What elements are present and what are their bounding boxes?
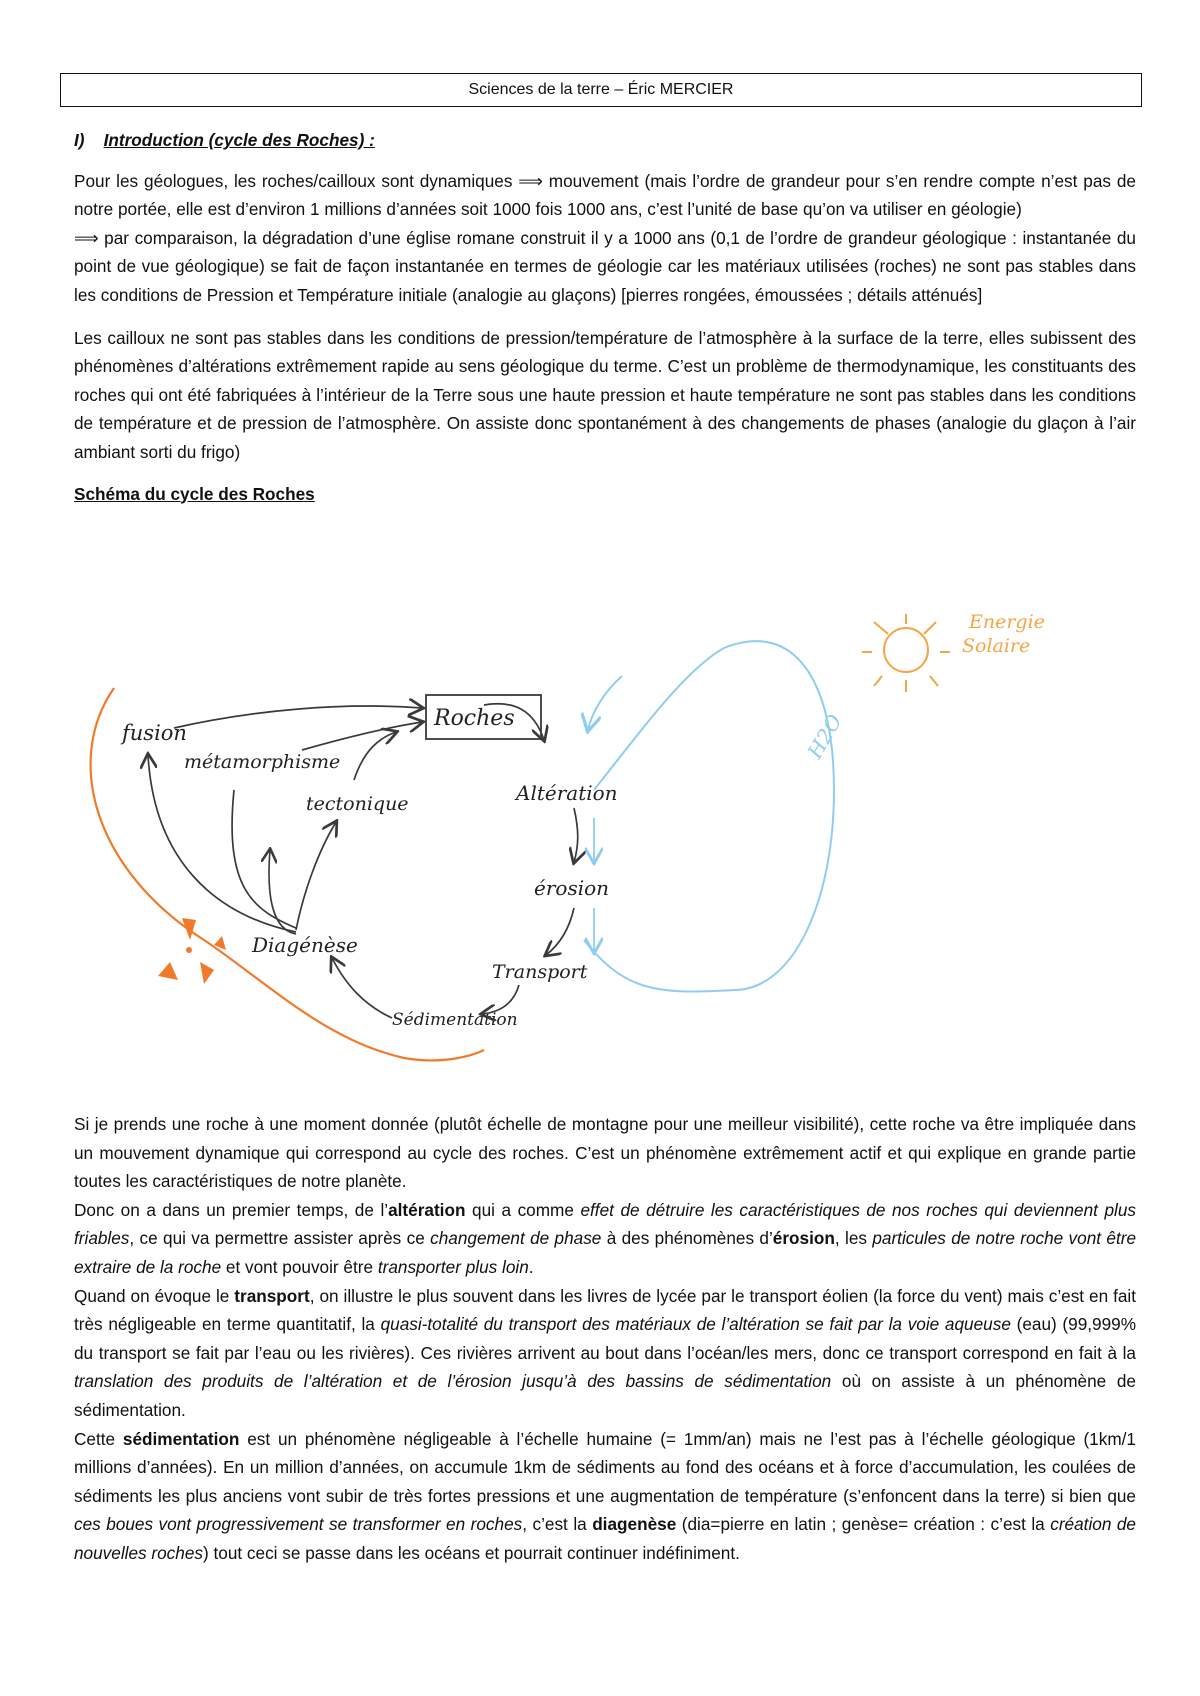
arrow-erosion-transport <box>546 908 574 955</box>
label-sedimentation: Sédimentation <box>392 1010 518 1030</box>
arrow-diagenese-metamorphisme <box>232 790 296 928</box>
term-sedimentation: sédimentation <box>122 1428 240 1449</box>
header-title: Sciences de la terre – Éric MERCIER <box>468 81 734 98</box>
term-erosion: érosion <box>772 1228 835 1249</box>
label-energie: Energie <box>969 611 1045 633</box>
text-run: et vont pouvoir être <box>221 1256 378 1277</box>
emphasis: particules de notre roche vont être extraire de la roche <box>74 1228 1137 1277</box>
text-run: . <box>528 1256 534 1277</box>
arrow-tectonique-roches <box>354 732 396 780</box>
label-solaire: Solaire <box>962 635 1031 657</box>
emphasis: changement de phase <box>430 1228 602 1249</box>
label-fusion: fusion <box>122 721 187 745</box>
arrow-fusion-roches <box>174 706 422 728</box>
emphasis: création de nouvelles roches <box>74 1514 1136 1563</box>
label-erosion: érosion <box>534 876 610 900</box>
emphasis: transporter plus loin <box>377 1256 529 1277</box>
text-run: où on assiste à un phénomène de sédimentation. <box>74 1371 1136 1420</box>
radioactivity-icon <box>158 918 214 984</box>
paragraph-2: Les cailloux ne sont pas stables dans les conditions de pression/température de l’atmosphère à la surface de la terre, elles subissent des phénomènes d’altérations extrêmement rapide au sens géologique du terme. C’est un problème de thermodynamique, les constituants des roches qui ont été fabriquées à l’intérieur de la Terre sous une haute pression et haute température ne sont pas stables dans les conditions de température et de pression de l’atmosphère. On assiste donc spontanément à des changements de phases (analogie du glaçon à l’air ambiant sorti du frigo) <box>74 327 1136 462</box>
text-run: Quand on évoque le <box>74 1285 235 1306</box>
text-run: (eau) (99,999% du transport se fait par l’eau ou les rivières). Ces rivières arrivent au bout dans l’océan/les mers, donc ce transport correspond en fait à la <box>74 1314 1137 1363</box>
arrow-metamorphisme-roches <box>302 722 422 750</box>
text-run: , les <box>834 1228 873 1249</box>
text-run: , on illustre le plus souvent dans les livres de lycée par le transport éolien (la force du vent) mais c’est en fait très négligeable en terme quantitatif, la <box>74 1285 1137 1335</box>
paragraph-3c <box>74 1282 1136 1425</box>
term-alteration: altération <box>388 1199 466 1220</box>
emphasis: quasi-totalité du transport des matériaux de l’altération se fait par la voie aqueuse <box>380 1314 1011 1335</box>
schema-title: Schéma du cycle des Roches <box>74 483 315 504</box>
emphasis: effet de détruire les caractéristiques de nos roches qui deviennent plus friables <box>74 1199 1136 1249</box>
label-roches: Roches <box>434 706 515 731</box>
rock-cycle-diagram <box>74 611 1136 1100</box>
text-run: , ce qui va permettre assister après ce <box>129 1228 431 1249</box>
paragraph-1b: ⟹ par comparaison, la dégradation d’une église romane construit il y a 1000 ans (0,1 de l’ordre de grandeur géologique : instantanée du point de vue géologique) se fait de façon instantanée en termes de géologie car les matériaux utilisées (roches) ne sont pas stables dans les conditions de Pression et Température initiale (analogie au glaçons) [pierres rongées, émoussées ; détails atténués] <box>74 227 1136 305</box>
rock-cycle-svg <box>74 611 1136 1100</box>
arrow-alteration-erosion <box>574 808 578 862</box>
text-run: qui a comme <box>465 1199 581 1220</box>
label-alteration: Altération <box>516 781 618 805</box>
label-metamorphisme: métamorphisme <box>184 751 341 773</box>
text-run: ) tout ceci se passe dans les océans et pourrait continuer indéfiniment. <box>202 1542 740 1563</box>
section-title-text: Introduction (cycle des Roches) : <box>103 130 375 150</box>
label-diagenese: Diagénèse <box>252 933 358 957</box>
sun-icon <box>862 614 950 692</box>
emphasis: ces boues vont progressivement se transformer en roches <box>74 1514 523 1535</box>
arrow-diagenese-tectonique <box>296 822 336 930</box>
text-run: Donc on a dans un premier temps, de l’ <box>74 1199 389 1220</box>
arrow-diagenese-fusion <box>148 755 296 932</box>
label-transport: Transport <box>492 961 588 983</box>
term-transport: transport <box>234 1285 310 1306</box>
section-title <box>74 126 1136 155</box>
term-diagenese: diagenèse <box>592 1514 677 1535</box>
text-run: Cette <box>74 1428 123 1449</box>
paragraph-3d <box>74 1425 1136 1568</box>
paragraph-3b <box>74 1196 1136 1282</box>
water-arrow-top <box>588 676 622 730</box>
paragraph-3a: Si je prends une roche à une moment donnée (plutôt échelle de montagne pour une meilleur visibilité), cette roche va être impliquée dans un mouvement dynamique qui correspond au cycle des roches. C’est un phénomène extrêmement actif et qui explique en grande partie toutes les caractéristiques de notre planète. <box>74 1114 1136 1192</box>
paragraph-1a: Pour les géologues, les roches/cailloux sont dynamiques ⟹ mouvement (mais l’ordre de grandeur pour s’en rendre compte n’est pas de notre portée, elle est d’environ 1 millions d’années soit 1000 fois 1000 ans, c’est l’unité de base qu’on va utiliser en géologie) <box>74 170 1136 220</box>
water-cycle-loop <box>584 641 834 991</box>
emphasis: translation des produits de l’altération et de l’érosion jusqu’à des bassins de sédimentation <box>74 1371 832 1392</box>
text-run: à des phénomènes d’ <box>601 1228 773 1249</box>
text-run: est un phénomène négligeable à l’échelle humaine (= 1mm/an) mais ne l’est pas à l’échelle géologique (1km/1 millions d’années). En un million d’années, on accumule 1km de sédiments au fond des océans et à force d’accumulation, les coulées de sédiments les plus anciens vont subir de très fortes pressions et une augmentation de température (s’enfoncent dans la terre) si bien que <box>74 1428 1136 1506</box>
page-header <box>60 73 1142 107</box>
text-run: (dia=pierre en latin ; genèse= création : c’est la <box>676 1514 1051 1535</box>
label-h2o: H2O <box>802 710 847 763</box>
label-tectonique: tectonique <box>306 793 409 815</box>
section-cycle-explanation <box>74 1110 1136 1568</box>
arrow-sedimentation-diagenese <box>332 958 392 1018</box>
section-intro <box>74 126 1136 508</box>
text-run: , c’est la <box>522 1514 593 1535</box>
section-number: I) <box>74 130 85 150</box>
